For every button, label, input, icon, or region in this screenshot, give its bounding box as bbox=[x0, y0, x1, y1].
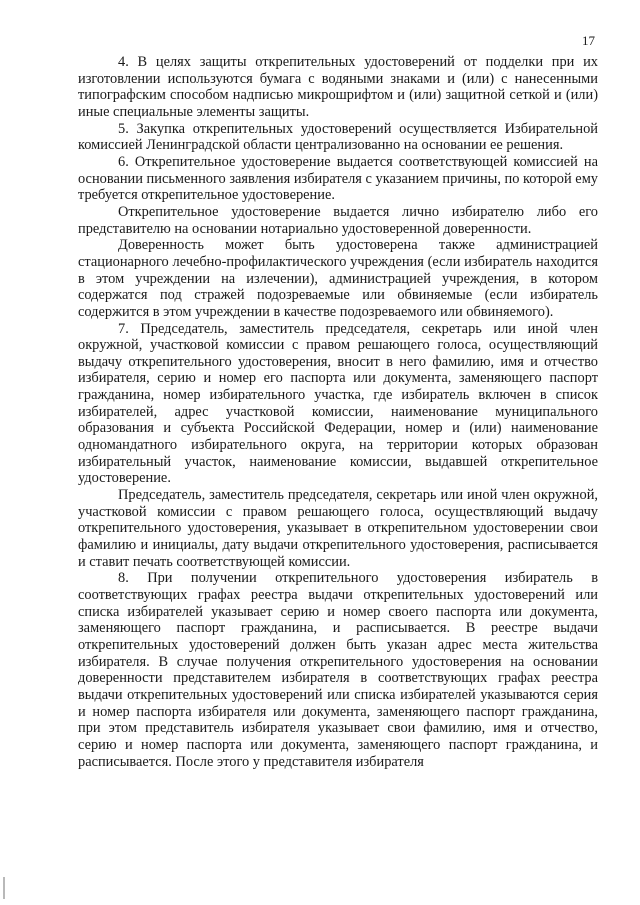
page-number: 17 bbox=[582, 33, 595, 48]
paragraph-7-signature: Председатель, заместитель председателя, секретарь или иной член окружной, участковой комиссии с правом решающего голоса, осуществляющий выдачу открепительного удостоверения, указывает в открепительном удостоверении свои фамилию и инициалы, дату выдачи открепительного удостоверения, расписывается и ставит печать соответствующей комиссии. bbox=[78, 487, 598, 570]
paragraph-6-personal-delivery: Открепительное удостоверение выдается лично избирателю либо его представителю на основании нотариально удостоверенной доверенности. bbox=[78, 203, 598, 237]
paragraph-4: 4. В целях защиты открепительных удостоверений от подделки при их изготовлении используются бумага с водяными знаками и (или) с нанесенными типографским способом надписью микрошрифтом и (или) защитной сеткой и (или) иные специальные элементы защиты. bbox=[78, 54, 598, 120]
paragraph-6-power-of-attorney: Доверенность может быть удостоверена также администрацией стационарного лечебно-профилактического учреждения (если избиратель находится в этом учреждении на излечении), администрацией учреждения, в котором содержатся под стражей подозреваемые или обвиняемые (если избиратель содержится в этом учреждении в качестве подозреваемого или обвиняемого). bbox=[78, 237, 598, 320]
paragraph-5: 5. Закупка открепительных удостоверений осуществляется Избирательной комиссией Ленинградской области централизованно на основании ее решения. bbox=[78, 120, 598, 154]
paragraph-6: 6. Открепительное удостоверение выдается соответствующей комиссией на основании письменного заявления избирателя с указанием причины, по которой ему требуется открепительное удостоверение. bbox=[78, 153, 598, 204]
document-body bbox=[78, 54, 598, 770]
paragraph-8: 8. При получении открепительного удостоверения избиратель в соответствующих графах реестра выдачи открепительных удостоверений или списка избирателей указывает серию и номер своего паспорта или документа, заменяющего паспорт гражданина, и расписывается. В реестре выдачи открепительных удостоверений должен быть указан адрес места жительства избирателя. В случае получения открепительного удостоверения на основании доверенности представителем избирателя в соответствующих графах реестра выдачи открепительных удостоверений или списка избирателей указываются серия и номер паспорта избирателя или документа, заменяющего паспорт гражданина, при этом представитель избирателя указывает свои фамилию, имя и отчество, серию и номер паспорта или документа, заменяющего паспорт гражданина, и расписывается. После этого у представителя избирателя bbox=[78, 570, 598, 770]
scan-margin-mark bbox=[3, 877, 5, 899]
paragraph-7: 7. Председатель, заместитель председателя, секретарь или иной член окружной, участковой комиссии с правом решающего голоса, осуществляющий выдачу открепительного удостоверения, вносит в него фамилию, имя и отчество избирателя, серию и номер его паспорта или документа, заменяющего паспорт гражданина, номер избирательного участка, где избиратель включен в список избирателей, адрес участковой комиссии, наименование муниципального образования и субъекта Российской Федерации, номер и (или) наименование одномандатного избирательного округа, на территории которых образован избирательный участок, наименование комиссии, выдавшей открепительное удостоверение. bbox=[78, 320, 598, 487]
